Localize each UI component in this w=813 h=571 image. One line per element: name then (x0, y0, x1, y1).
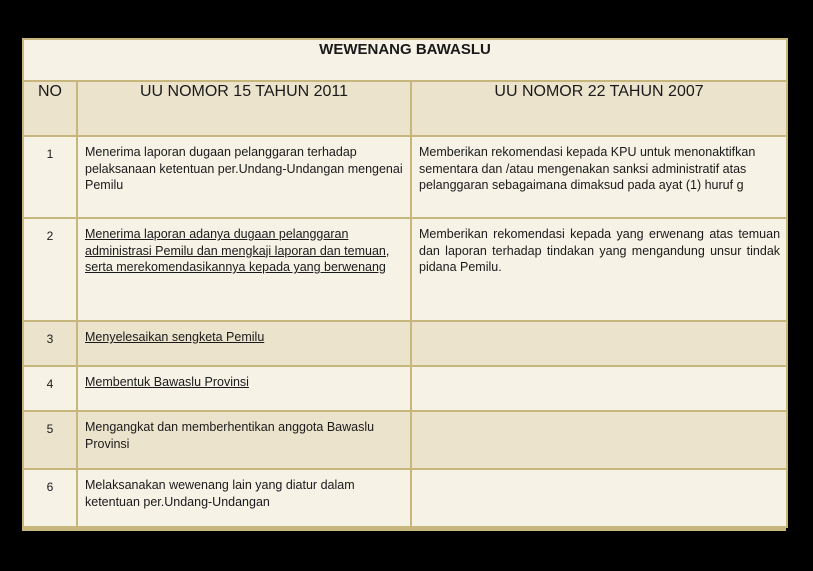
table-header-row (23, 81, 787, 136)
table-row (23, 136, 787, 218)
uu2011-cell: Menerima laporan adanya dugaan pelanggaran administrasi Pemilu dan mengkaji laporan dan temuan, serta merekomendasikannya kepada yang berwenang (77, 218, 411, 321)
uu2011-cell: Membentuk Bawaslu Provinsi (77, 366, 411, 411)
row-number: 1 (23, 136, 77, 218)
table-title: WEWENANG BAWASLU (23, 39, 787, 81)
uu2007-cell (411, 411, 787, 469)
table-row (23, 218, 787, 321)
uu2011-cell: Menerima laporan dugaan pelanggaran terhadap pelaksanaan ketentuan per.Undang-Undangan mengenai Pemilu (77, 136, 411, 218)
uu2007-cell (411, 469, 787, 527)
header-uu-2011: UU NOMOR 15 TAHUN 2011 (77, 81, 411, 136)
uu2011-cell: Melaksanakan wewenang lain yang diatur dalam ketentuan per.Undang-Undangan (77, 469, 411, 527)
header-uu-2007: UU NOMOR 22 TAHUN 2007 (411, 81, 787, 136)
wewenang-table (22, 38, 788, 528)
uu2007-cell: Memberikan rekomendasi kepada yang erwenang atas temuan dan laporan terhadap tindakan yang mengandung unsur tindak pidana Pemilu. (411, 218, 787, 321)
row-number: 3 (23, 321, 77, 366)
row-number: 4 (23, 366, 77, 411)
uu2007-cell (411, 366, 787, 411)
header-no: NO (23, 81, 77, 136)
table-row (23, 366, 787, 411)
row-number: 5 (23, 411, 77, 469)
uu2007-cell (411, 321, 787, 366)
row-number: 6 (23, 469, 77, 527)
table-row (23, 321, 787, 366)
uu2011-cell: Menyelesaikan sengketa Pemilu (77, 321, 411, 366)
uu2007-cell: Memberikan rekomendasi kepada KPU untuk menonaktifkan sementara dan /atau mengenakan sanksi administratif atas pelanggaran sebagaimana dimaksud pada ayat (1) huruf g (411, 136, 787, 218)
uu2011-cell: Mengangkat dan memberhentikan anggota Bawaslu Provinsi (77, 411, 411, 469)
table-title-row (23, 39, 787, 81)
table-row (23, 469, 787, 527)
row-number: 2 (23, 218, 77, 321)
table-row (23, 411, 787, 469)
